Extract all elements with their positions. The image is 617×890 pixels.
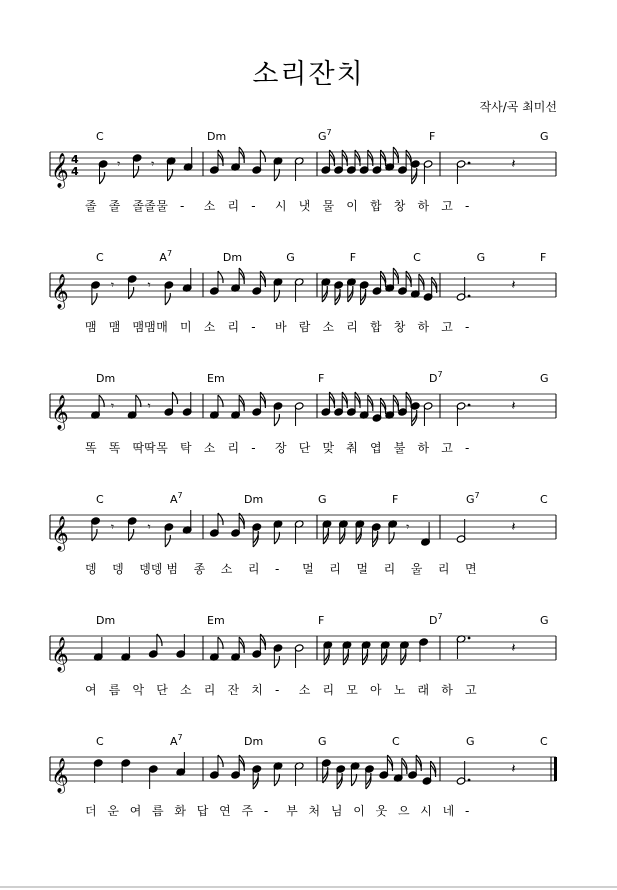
chord-symbol <box>170 733 183 748</box>
lyric-syllable: 소 <box>220 562 233 576</box>
lyric-syllable: 리 <box>437 562 450 576</box>
rest: 𝄾 <box>147 520 151 534</box>
note-flag <box>389 532 394 544</box>
lyric-syllable: 바 <box>275 320 287 334</box>
lyric-syllable: 리 <box>247 562 260 576</box>
lyric-syllable: 창 <box>393 199 406 213</box>
chord-root: G <box>318 130 327 143</box>
rest: 𝄾 <box>406 520 410 534</box>
lyric-syllable: 똑 <box>85 441 97 455</box>
final-barline <box>554 757 557 781</box>
lyric-syllable: 부 <box>286 804 298 818</box>
treble-clef-icon: 𝄞 <box>51 395 69 430</box>
chord-root: G <box>286 251 295 264</box>
chord-symbol <box>318 735 327 748</box>
chord-root: G <box>476 251 486 264</box>
lyric-syllable: - <box>275 562 280 576</box>
augmentation-dot <box>468 404 471 407</box>
chord-superscript: 7 <box>437 612 443 621</box>
rest: 𝄾 <box>110 399 115 413</box>
chord-symbol <box>540 372 549 385</box>
note-flag <box>274 290 279 302</box>
chord-symbol <box>96 372 115 385</box>
chord-symbol <box>392 735 400 748</box>
chord-root: Dm <box>244 493 264 506</box>
lyric-syllable: 냇 <box>298 199 311 213</box>
augmentation-dot <box>468 637 471 640</box>
lyric-syllable: 딱딱 <box>132 441 156 455</box>
lyric-syllable: 악 <box>132 683 145 697</box>
rest: 𝄽 <box>511 278 516 293</box>
lyric-syllable: 목 <box>156 441 168 455</box>
chord-symbol <box>392 493 398 506</box>
chord-symbol <box>96 493 104 506</box>
lyric-syllable: 맴 <box>85 320 97 334</box>
lyric-syllable: 맴 <box>108 320 121 334</box>
lyric-syllable: 리 <box>227 199 240 213</box>
chord-superscript: 7 <box>437 370 443 379</box>
chord-symbol <box>318 372 324 385</box>
lyric-syllable: 네 <box>442 804 455 818</box>
chord-symbol <box>96 735 104 748</box>
lyric-syllable: 하 <box>417 441 430 455</box>
lyric-syllable: 여 <box>85 683 97 697</box>
chord-root: A <box>170 493 178 506</box>
chord-symbol <box>244 735 263 748</box>
lyric-syllable: 뎅 <box>112 562 124 576</box>
chord-root: F <box>540 251 547 264</box>
lyric-syllable: 멀 <box>356 562 369 576</box>
chord-symbol <box>466 491 480 506</box>
chord-root: A <box>159 251 167 264</box>
chord-root: F <box>349 251 357 264</box>
lyric-syllable: - <box>251 199 256 213</box>
lyric-syllable: 리 <box>329 562 341 576</box>
lyric-syllable: - <box>180 199 185 213</box>
lyric-syllable: 모 <box>346 683 358 697</box>
chord-symbol <box>429 370 443 385</box>
chord-symbol <box>429 130 435 143</box>
chord-symbol <box>207 614 225 627</box>
lyric-syllable: 불 <box>393 441 406 455</box>
treble-clef-icon: 𝄞 <box>51 516 69 551</box>
lyric-syllable: 소 <box>203 320 216 334</box>
note-flag <box>218 395 223 407</box>
chord-symbol <box>466 735 475 748</box>
chord-superscript: 7 <box>326 128 332 137</box>
chord-symbol <box>540 130 549 143</box>
chord-symbol <box>159 249 172 264</box>
chord-root: F <box>392 493 399 506</box>
lyric-syllable: 하 <box>441 683 453 697</box>
rest: 𝄽 <box>511 157 516 172</box>
lyric-syllable: 시 <box>275 199 287 213</box>
chord-root: D <box>429 372 438 385</box>
treble-clef-icon: 𝄞 <box>51 637 69 672</box>
chord-symbol <box>96 130 104 143</box>
lyric-syllable: 치 <box>251 683 263 697</box>
note-flag <box>168 169 173 181</box>
lyric-syllable: 운 <box>107 804 119 818</box>
lyric-syllable: 매 <box>156 320 168 334</box>
chord-root: G <box>540 130 549 143</box>
chord-root: C <box>540 493 548 506</box>
chord-root: A <box>170 735 178 748</box>
lyric-syllable: 화 <box>174 804 187 818</box>
chord-symbol <box>540 251 546 264</box>
lyric-syllable: 소 <box>203 441 216 455</box>
chord-superscript: 7 <box>177 491 183 500</box>
chord-symbol <box>540 493 548 506</box>
chord-superscript: 7 <box>177 733 183 742</box>
lyric-syllable: 시 <box>420 804 432 818</box>
lyric-syllable: 똑 <box>108 441 121 455</box>
rest: 𝄾 <box>151 157 155 171</box>
lyric-syllable: - <box>465 199 470 213</box>
lyric-syllable: 람 <box>298 320 311 334</box>
chord-symbol <box>429 612 443 627</box>
note-flag <box>274 774 279 786</box>
lyric-syllable: 엽 <box>370 441 382 455</box>
lyric-syllable: 장 <box>275 441 287 455</box>
lyric-syllable: 고 <box>441 199 453 213</box>
lyric-syllable: 뎅뎅 <box>139 562 163 576</box>
lyric-syllable: 고 <box>441 441 453 455</box>
chord-symbol <box>207 372 225 385</box>
rest: 𝄽 <box>511 762 516 777</box>
chord-root: G <box>540 372 549 385</box>
lyric-syllable: 물 <box>322 199 335 213</box>
chord-symbol <box>244 493 263 506</box>
chord-root: C <box>96 251 104 264</box>
lyric-syllable: - <box>465 320 470 334</box>
chord-root: G <box>466 493 475 506</box>
lyric-syllable: - <box>465 804 470 818</box>
lyric-syllable: 리 <box>322 683 335 697</box>
chord-root: F <box>318 614 325 627</box>
rest: 𝄽 <box>511 520 516 535</box>
chord-root: G <box>318 735 327 748</box>
note-flag <box>100 172 105 184</box>
lyric-syllable: 연 <box>219 804 231 818</box>
lyric-syllable: 름 <box>108 683 121 697</box>
lyric-syllable: 소 <box>322 320 335 334</box>
note-flag <box>274 169 279 181</box>
lyric-syllable: 노 <box>393 683 406 697</box>
lyric-syllable: 웃 <box>375 804 388 818</box>
lyric-syllable: 졸졸 <box>132 199 156 213</box>
chord-root: G <box>318 493 327 506</box>
lyric-syllable: 맞 <box>322 441 335 455</box>
lyric-syllable: 더 <box>85 804 97 818</box>
lyric-syllable: 리 <box>203 683 216 697</box>
chord-symbol <box>96 614 115 627</box>
rest: 𝄽 <box>511 399 516 414</box>
chord-symbol <box>413 251 421 264</box>
lyric-syllable: 춰 <box>346 441 358 455</box>
lyric-syllable: 소 <box>298 683 311 697</box>
lyric-syllable: 름 <box>152 804 164 818</box>
chord-symbol <box>350 251 356 264</box>
lyric-syllable: 창 <box>393 320 406 334</box>
lyric-syllable: 합 <box>370 199 382 213</box>
note-flag <box>165 535 170 547</box>
bottom-rule <box>0 886 617 888</box>
rest: 𝄾 <box>110 520 115 534</box>
lyric-syllable: 면 <box>465 562 477 576</box>
chord-root: C <box>540 735 548 748</box>
lyric-syllable: 잔 <box>227 683 240 697</box>
rest: 𝄽 <box>511 641 516 656</box>
lyric-syllable: 종 <box>193 562 206 576</box>
lyric-syllable: 리 <box>227 441 240 455</box>
lyric-syllable: 처 <box>308 804 321 818</box>
chord-root: C <box>96 493 104 506</box>
note-flag <box>274 656 279 668</box>
lyric-syllable: 단 <box>156 683 168 697</box>
treble-clef-icon: 𝄞 <box>51 274 69 309</box>
chord-symbol <box>170 491 183 506</box>
lyric-syllable: 아 <box>370 683 382 697</box>
lyric-syllable: 미 <box>180 320 192 334</box>
lyric-syllable: 범 <box>166 562 179 576</box>
rest: 𝄾 <box>147 399 151 413</box>
chord-symbol <box>318 614 324 627</box>
note-flag <box>351 774 356 786</box>
lyric-syllable: 고 <box>441 320 453 334</box>
chord-root: C <box>96 130 104 143</box>
chord-root: Dm <box>96 372 116 385</box>
chord-root: C <box>413 251 421 264</box>
chord-root: G <box>466 735 475 748</box>
time-signature-bottom: 4 <box>71 165 79 178</box>
lyric-syllable: 이 <box>353 804 365 818</box>
chord-symbol <box>318 128 332 143</box>
lyric-syllable: - <box>251 441 256 455</box>
note-flag <box>218 637 223 649</box>
chord-symbol <box>286 251 295 264</box>
chord-root: Em <box>207 614 225 627</box>
lyric-syllable: 주 <box>241 804 254 818</box>
lyric-syllable: 단 <box>298 441 311 455</box>
lyric-syllable: 맴맴 <box>132 320 156 334</box>
note-flag <box>99 395 104 407</box>
lyric-syllable: 소 <box>180 683 192 697</box>
chord-superscript: 7 <box>166 249 173 258</box>
lyric-syllable: 멀 <box>302 562 314 576</box>
treble-clef-icon: 𝄞 <box>51 758 69 793</box>
chord-symbol <box>477 251 486 264</box>
chord-root: Em <box>207 372 225 385</box>
augmentation-dot <box>468 162 471 165</box>
chord-root: Dm <box>244 735 264 748</box>
chord-root: G <box>540 614 549 627</box>
lyric-syllable: - <box>263 804 269 818</box>
lyric-syllable: 소 <box>203 199 216 213</box>
lyric-syllable: - <box>465 441 470 455</box>
chord-root: F <box>429 130 436 143</box>
lyric-syllable: 졸 <box>108 199 121 213</box>
augmentation-dot <box>468 779 471 782</box>
lyric-syllable: 리 <box>383 562 396 576</box>
lyric-syllable: 리 <box>227 320 240 334</box>
time-signature-top: 4 <box>71 153 79 166</box>
chord-symbol <box>96 251 104 264</box>
chord-symbol <box>318 493 327 506</box>
lyric-syllable: 뎅 <box>85 562 97 576</box>
chord-root: Dm <box>207 130 227 143</box>
chord-symbol <box>223 251 242 264</box>
note-flag <box>136 395 141 407</box>
lyric-syllable: 으 <box>397 804 410 818</box>
lyric-syllable: - <box>251 320 256 334</box>
note-flag <box>92 293 97 305</box>
lyric-syllable: 님 <box>330 804 343 818</box>
lyric-syllable: 합 <box>370 320 382 334</box>
note-flag <box>165 293 170 305</box>
treble-clef-icon: 𝄞 <box>51 153 69 188</box>
rest: 𝄾 <box>110 278 115 292</box>
song-title: 소리잔치 <box>252 59 365 90</box>
chord-root: Dm <box>222 251 243 264</box>
rest: 𝄾 <box>117 157 121 171</box>
chord-symbol <box>207 130 226 143</box>
chord-superscript: 7 <box>474 491 480 500</box>
composer-credit: 작사/곡 최미선 <box>479 100 557 114</box>
lyric-syllable: 답 <box>196 804 209 818</box>
lyric-syllable: 고 <box>465 683 477 697</box>
chord-root: Dm <box>96 614 116 627</box>
chord-root: F <box>318 372 325 385</box>
chord-root: C <box>96 735 104 748</box>
note-flag <box>274 414 279 426</box>
lyric-syllable: - <box>275 683 280 697</box>
lyric-syllable: 졸 <box>85 199 97 213</box>
chord-root: C <box>392 735 400 748</box>
lyric-syllable: 리 <box>346 320 358 334</box>
lyric-syllable: 여 <box>129 804 142 818</box>
chord-root: D <box>429 614 438 627</box>
lyric-syllable: 울 <box>410 562 423 576</box>
lyric-syllable: 래 <box>417 683 430 697</box>
lyric-syllable: 하 <box>417 199 430 213</box>
lyric-syllable: 이 <box>346 199 358 213</box>
rest: 𝄾 <box>147 278 151 292</box>
chord-symbol <box>540 614 549 627</box>
lyric-syllable: 탁 <box>180 441 192 455</box>
note-flag <box>274 532 279 544</box>
augmentation-dot <box>468 295 471 298</box>
chord-symbol <box>540 735 548 748</box>
lyric-syllable: 하 <box>417 320 430 334</box>
lyric-syllable: 물 <box>156 199 168 213</box>
